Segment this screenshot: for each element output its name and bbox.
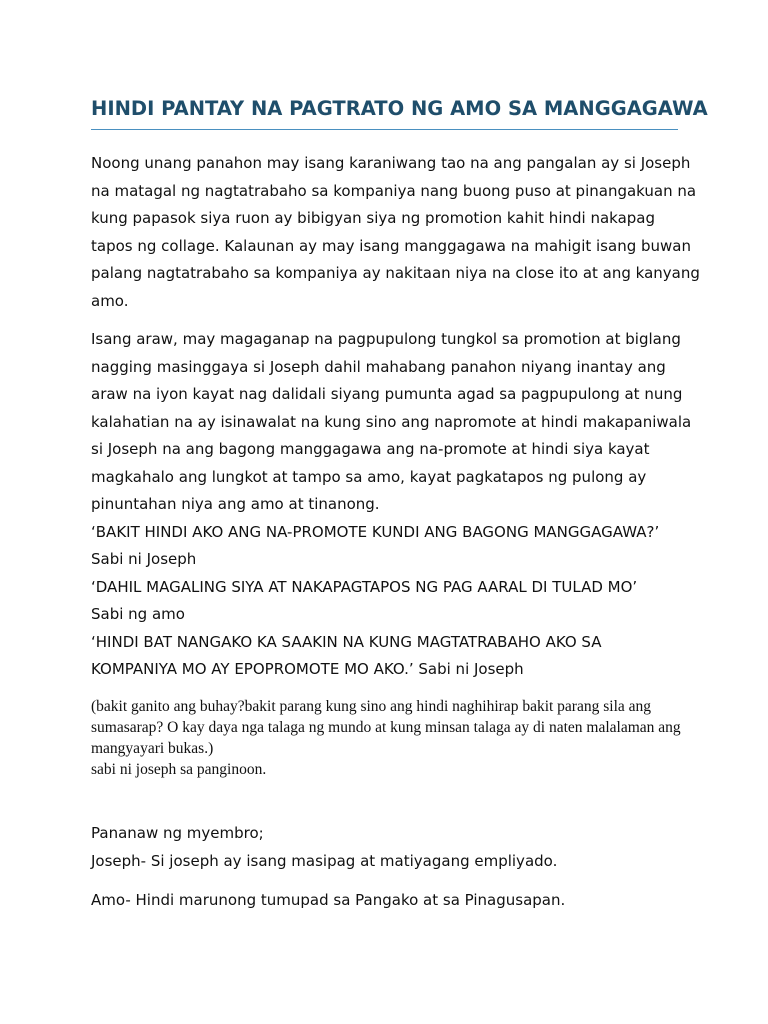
dialogue-attribution: Sabi ni Joseph <box>91 550 197 568</box>
reflection-line: sumasarap? O kay daya nga talaga ng mundo at kung minsan talaga ay di naten malalaman ang <box>91 719 681 736</box>
members-amo-block <box>91 886 691 914</box>
reflection-line: (bakit ganito ang buhay?bakit parang kung sino ang hindi naghihirap bakit parang sila ang <box>91 698 652 715</box>
paragraph-line: Isang araw, may magaganap na pagpupulong tungkol sa promotion at biglang <box>91 330 681 348</box>
paragraph-line: pinuntahan niya ang amo at tinanong. <box>91 495 380 513</box>
members-amo-line: Amo- Hindi marunong tumupad sa Pangako at sa Pinagusapan. <box>91 891 566 909</box>
paragraph-line: nagging masinggaya si Joseph dahil mahabang panahon niyang inantay ang <box>91 357 666 376</box>
paragraph-1 <box>91 150 700 315</box>
dialogue-line: ‘DAHIL MAGALING SIYA AT NAKAPAGTAPOS NG PAG AARAL DI TULAD MO’ <box>91 577 638 596</box>
dialogue-line: ‘HINDI BAT NANGAKO KA SAAKIN NA KUNG MAGTATRABAHO AKO SA <box>91 632 602 651</box>
paragraph-line: magkahalo ang lungkot at tampo sa amo, kayat pagkatapos ng pulong ay <box>91 467 647 486</box>
reflection-block <box>91 696 691 780</box>
members-joseph-line: Joseph- Si joseph ay isang masipag at matiyagang empliyado. <box>91 852 558 870</box>
members-heading: Pananaw ng myembro; <box>91 824 264 842</box>
paragraph-2 <box>91 326 691 684</box>
dialogue-line: ‘BAKIT HINDI AKO ANG NA-PROMOTE KUNDI ANG BAGONG MANGGAGAWA?’ <box>91 522 660 541</box>
document-title: HINDI PANTAY NA PAGTRATO NG AMO SA MANGGAGAWA <box>91 97 708 120</box>
dialogue-attribution: Sabi ng amo <box>91 605 185 623</box>
paragraph-line: Noong unang panahon may isang karaniwang tao na ang pangalan ay si Joseph <box>91 154 691 172</box>
members-section <box>91 819 691 875</box>
reflection-line: sabi ni joseph sa panginoon. <box>91 761 267 778</box>
paragraph-line: kalahatian na ay isinawalat na kung sino ang napromote at hindi makapaniwala <box>91 412 692 431</box>
paragraph-line: na matagal ng nagtatrabaho sa kompaniya nang buong puso at pinangakuan na <box>91 181 697 200</box>
title-underline <box>91 129 678 130</box>
paragraph-line: kung papasok siya ruon ay bibigyan siya ng promotion kahit hindi nakapag <box>91 209 655 227</box>
dialogue-line: KOMPANIYA MO AY EPOPROMOTE MO AKO.’ Sabi ni Joseph <box>91 660 524 678</box>
paragraph-line: araw na iyon kayat nag dalidali siyang pumunta agad sa pagpupulong at nung <box>91 385 683 403</box>
paragraph-line: si Joseph na ang bagong manggagawa ang na-promote at hindi siya kayat <box>91 440 650 458</box>
reflection-line: mangyayari bukas.) <box>91 740 214 757</box>
paragraph-line: palang nagtatrabaho sa kompaniya ay nakitaan niya na close ito at ang kanyang <box>91 264 700 282</box>
paragraph-line: tapos ng collage. Kalaunan ay may isang manggagawa na mahigit isang buwan <box>91 236 691 255</box>
paragraph-line: amo. <box>91 291 129 310</box>
